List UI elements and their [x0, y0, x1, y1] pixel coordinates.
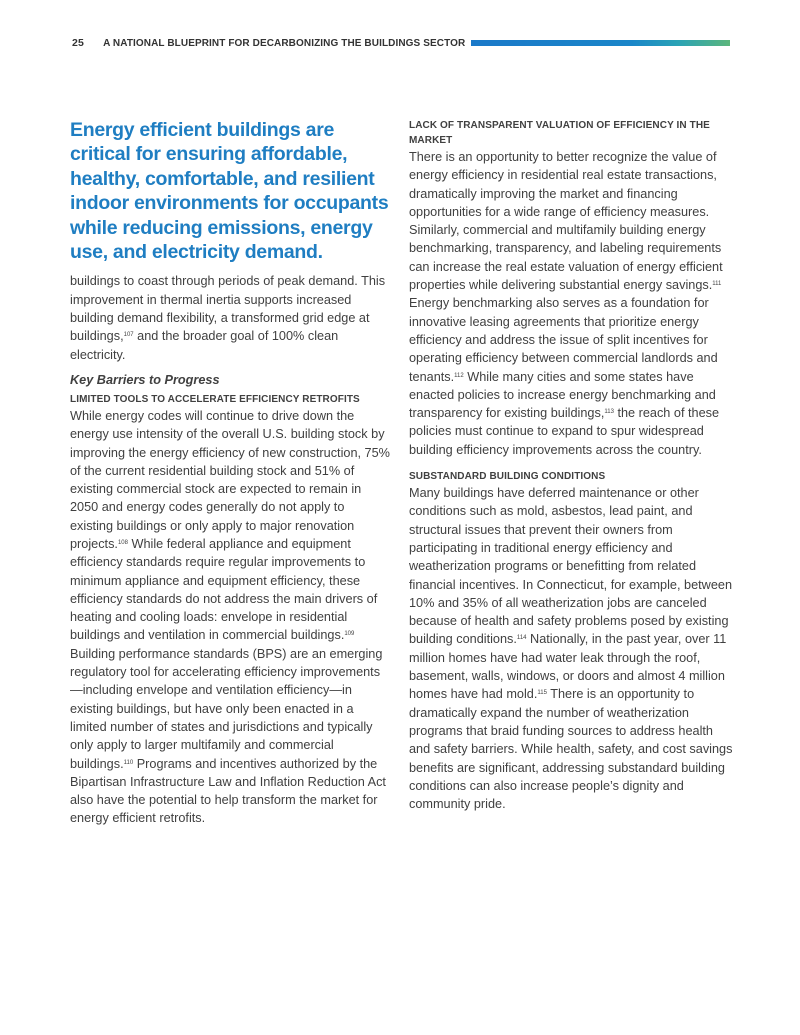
- footnote-ref[interactable]: 114: [516, 635, 527, 642]
- footnote-ref[interactable]: 115: [537, 690, 547, 697]
- page-header: [72, 36, 730, 50]
- subsection-heading-valuation: LACK OF TRANSPARENT VALUATION OF EFFICIENCY IN THE MARKET: [409, 120, 710, 146]
- footnote-ref[interactable]: 113: [604, 409, 614, 416]
- document-title: A NATIONAL BLUEPRINT FOR DECARBONIZING THE BUILDINGS SECTOR: [103, 37, 466, 49]
- footnote-ref[interactable]: 109: [344, 631, 355, 638]
- footnote-ref[interactable]: 108: [117, 540, 128, 546]
- left-column: [70, 118, 390, 828]
- pull-quote: Energy efficient buildings are critical for ensuring affordable, healthy, comfortable, and resilient indoor environments for occupants while reducing emissions, energy use, and electricity demand.: [70, 119, 389, 264]
- right-column: [409, 118, 734, 813]
- subsection-heading-conditions: SUBSTANDARD BUILDING CONDITIONS: [409, 471, 606, 483]
- conditions-paragraph: Many buildings have deferred maintenance or other conditions such as mold, asbestos, lead paint, and structural issues that prevent their owners from participating in traditional energy efficiency and weatherization programs or benefitting from related financial incentives. In Connecticut, for example, between 10% and 35% of all weatherization jobs are canceled because of health and safety problems posed by existing building conditions.$^{114}$ Nationally, in the past year, over 11 million homes have had water leak through the roof, basement, walls, windows, or doors and almost 4 million homes have had mold.$^{115}$ There is an opportunity to dramatically expand the number of weatherization programs that braid funding sources to address health and safety barriers. While health, safety, and cost savings benefits are significant, addressing substandard building conditions can also increase people’s dignity and community pride.: [409, 486, 733, 812]
- header-gradient-bar: [471, 40, 730, 46]
- retrofits-paragraph: While energy codes will continue to drive down the energy use intensity of the overall U.S. building stock by improving the energy efficiency of new construction, 75% of the current residential building stock and 51% of existing commercial stock are expected to remain in 2050 and energy codes generally do not apply to existing buildings or only apply to major renovation projects.$^{108}$ While federal appliance and equipment efficiency standards require regular improvements to minimum appliance and equipment efficiency, these efficiency standards do not address the main drivers of heating and cooling loads: envelope in residential buildings and ventilation in commercial buildings.$^{109}$ Building performance standards (BPS) are an emerging regulatory tool for accelerating efficiency improvements—including envelope and ventilation efficiency—in existing buildings, but have only been enacted in a limited number of states and jurisdictions and typically only apply to larger multifamily and commercial buildings.$^{110}$ Programs and incentives authorized by the Bipartisan Infrastructure Law and Inflation Reduction Act also have the potential to help transform the market for energy efficient retrofits.: [70, 408, 390, 826]
- footnote-ref[interactable]: 112: [454, 372, 464, 379]
- section-heading: Key Barriers to Progress: [70, 372, 220, 387]
- valuation-paragraph: There is an opportunity to better recognize the value of energy efficiency in residential real estate transactions, dramatically improving the market and financing opportunities for a wide range of efficiency measures. Similarly, commercial and multifamily building energy benchmarking, transparency, and labeling requirements can increase the real estate valuation of energy efficient properties while delivering substantial energy savings.$^{111}$ Energy benchmarking also serves as a foundation for innovative leasing agreements that prioritize energy efficiency and address the issue of split incentives for operating efficiency between commercial landlords and tenants.$^{112}$ While many cities and some states have enacted policies to increase energy benchmarking and transparency for existing buildings,$^{113}$ the reach of these policies must continue to expand to spur widespread building efficiency improvements across the country.: [409, 150, 723, 457]
- page-number: 25: [72, 37, 85, 49]
- footnote-ref[interactable]: 107: [123, 332, 134, 339]
- subsection-heading-retrofits: LIMITED TOOLS TO ACCELERATE EFFICIENCY RETROFITS: [70, 393, 360, 405]
- intro-paragraph: buildings to coast through periods of peak demand. This improvement in thermal inertia supports increased building demand flexibility, a transformed grid edge at buildings,$^{107}$ and the broader goal of 100% clean electricity.: [70, 274, 386, 362]
- footnote-ref[interactable]: 111: [712, 281, 722, 288]
- footnote-ref[interactable]: 110: [123, 759, 134, 766]
